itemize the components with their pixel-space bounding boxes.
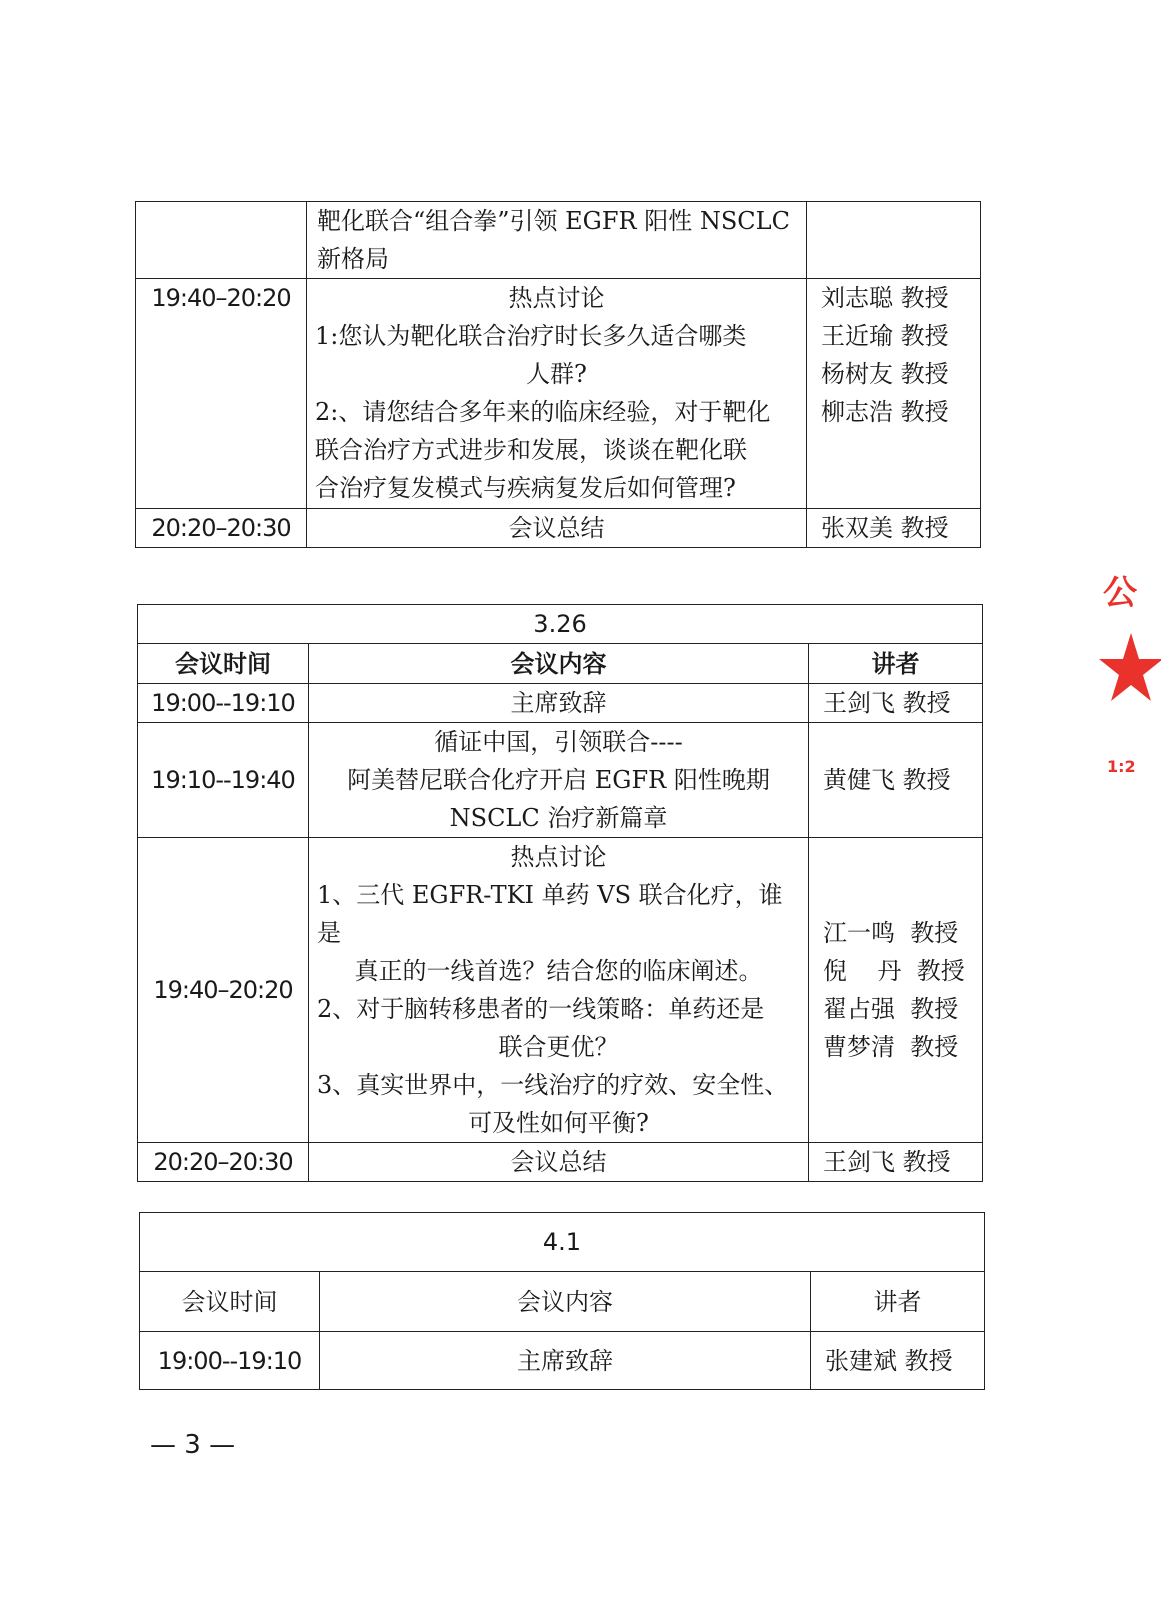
content-cell: 会议总结: [309, 1143, 809, 1182]
speaker-name: 王近瑜 教授: [821, 322, 949, 350]
speaker-cell: 王剑飞 教授: [809, 1143, 983, 1182]
content-line: 阿美替尼联合化疗开启 EGFR 阳性晚期: [347, 766, 770, 794]
speaker-name: 翟占强 教授: [823, 995, 959, 1023]
content-line: NSCLC 治疗新篇章: [449, 804, 668, 832]
content-cell: 会议总结: [307, 509, 807, 548]
content-line: 联合治疗方式进步和发展，谈谈在靶化联: [315, 436, 747, 464]
speaker-cell: 张建斌 教授: [811, 1332, 985, 1390]
date-row: [138, 605, 983, 644]
time-cell: 19:40–20:20: [136, 279, 307, 509]
speaker-cell: [807, 279, 981, 509]
content-line: 1、三代 EGFR-TKI 单药 VS 联合化疗，谁是: [317, 881, 783, 947]
header-time: 会议时间: [138, 644, 309, 684]
content-cell: 主席致辞: [309, 684, 809, 723]
header-content: 会议内容: [320, 1272, 811, 1332]
session-date: 4.1: [140, 1213, 985, 1272]
speaker-cell: [809, 838, 983, 1143]
content-cell: [309, 723, 809, 838]
content-line: 3、真实世界中，一线治疗的疗效、安全性、: [317, 1071, 789, 1099]
content-cell: [309, 838, 809, 1143]
date-row: [140, 1213, 985, 1272]
content-line: 新格局: [317, 245, 389, 273]
content-line: 1:您认为靶化联合治疗时长多久适合哪类: [315, 322, 747, 350]
table-row: [136, 202, 981, 279]
time-cell: 20:20–20:30: [138, 1143, 309, 1182]
speaker-cell: 王剑飞 教授: [809, 684, 983, 723]
table-row: [138, 838, 983, 1143]
content-line: 循证中国，引领联合----: [434, 728, 683, 756]
time-cell: [136, 202, 307, 279]
speaker-name: 倪 丹 教授: [823, 957, 965, 985]
seal-character: 公: [1103, 573, 1137, 613]
content-line: 2、对于脑转移患者的一线策略：单药还是: [317, 995, 765, 1023]
header-speaker: 讲者: [811, 1272, 985, 1332]
speaker-name: 杨树友 教授: [821, 360, 949, 388]
time-cell: 19:00--19:10: [138, 684, 309, 723]
speaker-name: 刘志聪 教授: [821, 284, 949, 312]
content-line: 热点讨论: [508, 284, 605, 312]
content-cell: [307, 279, 807, 509]
session-date: 3.26: [138, 605, 983, 644]
seal-fragment: 1:2: [1107, 757, 1136, 776]
header-time: 会议时间: [140, 1272, 320, 1332]
content-line: 真正的一线首选？结合您的临床阐述。: [354, 957, 763, 985]
time-cell: 19:10--19:40: [138, 723, 309, 838]
speaker-cell: 张双美 教授: [807, 509, 981, 548]
schedule-table-0326: [137, 604, 983, 1182]
header-speaker: 讲者: [809, 644, 983, 684]
official-seal: [1103, 565, 1137, 805]
table-row: [138, 723, 983, 838]
table-row: [138, 1143, 983, 1182]
content-line: 人群?: [526, 360, 587, 388]
speaker-name: 柳志浩 教授: [821, 398, 949, 426]
schedule-table-0401: [139, 1212, 985, 1390]
content-cell: [307, 202, 807, 279]
speaker-cell: 黄健飞 教授: [809, 723, 983, 838]
star-icon: [1101, 633, 1161, 713]
speaker-name: 江一鸣 教授: [823, 919, 959, 947]
content-line: 可及性如何平衡?: [468, 1109, 649, 1137]
page-number: — 3 —: [150, 1430, 236, 1460]
content-line: 联合更优？: [498, 1033, 619, 1061]
speaker-name: 曹梦清 教授: [823, 1033, 959, 1061]
content-line: 合治疗复发模式与疾病复发后如何管理?: [315, 474, 736, 502]
content-cell: 主席致辞: [320, 1332, 811, 1390]
header-content: 会议内容: [309, 644, 809, 684]
speaker-cell: [807, 202, 981, 279]
content-line: 2:、请您结合多年来的临床经验，对于靶化: [315, 398, 771, 426]
time-cell: 19:40–20:20: [138, 838, 309, 1143]
content-line: 靶化联合“组合拳”引领 EGFR 阳性 NSCLC: [317, 207, 790, 235]
table-row: [138, 684, 983, 723]
table-row: [140, 1332, 985, 1390]
schedule-table-continued: [135, 201, 981, 548]
table-row: [136, 279, 981, 509]
header-row: [140, 1272, 985, 1332]
header-row: [138, 644, 983, 684]
content-line: 热点讨论: [510, 843, 607, 871]
time-cell: 20:20–20:30: [136, 509, 307, 548]
table-row: [136, 509, 981, 548]
time-cell: 19:00--19:10: [140, 1332, 320, 1390]
